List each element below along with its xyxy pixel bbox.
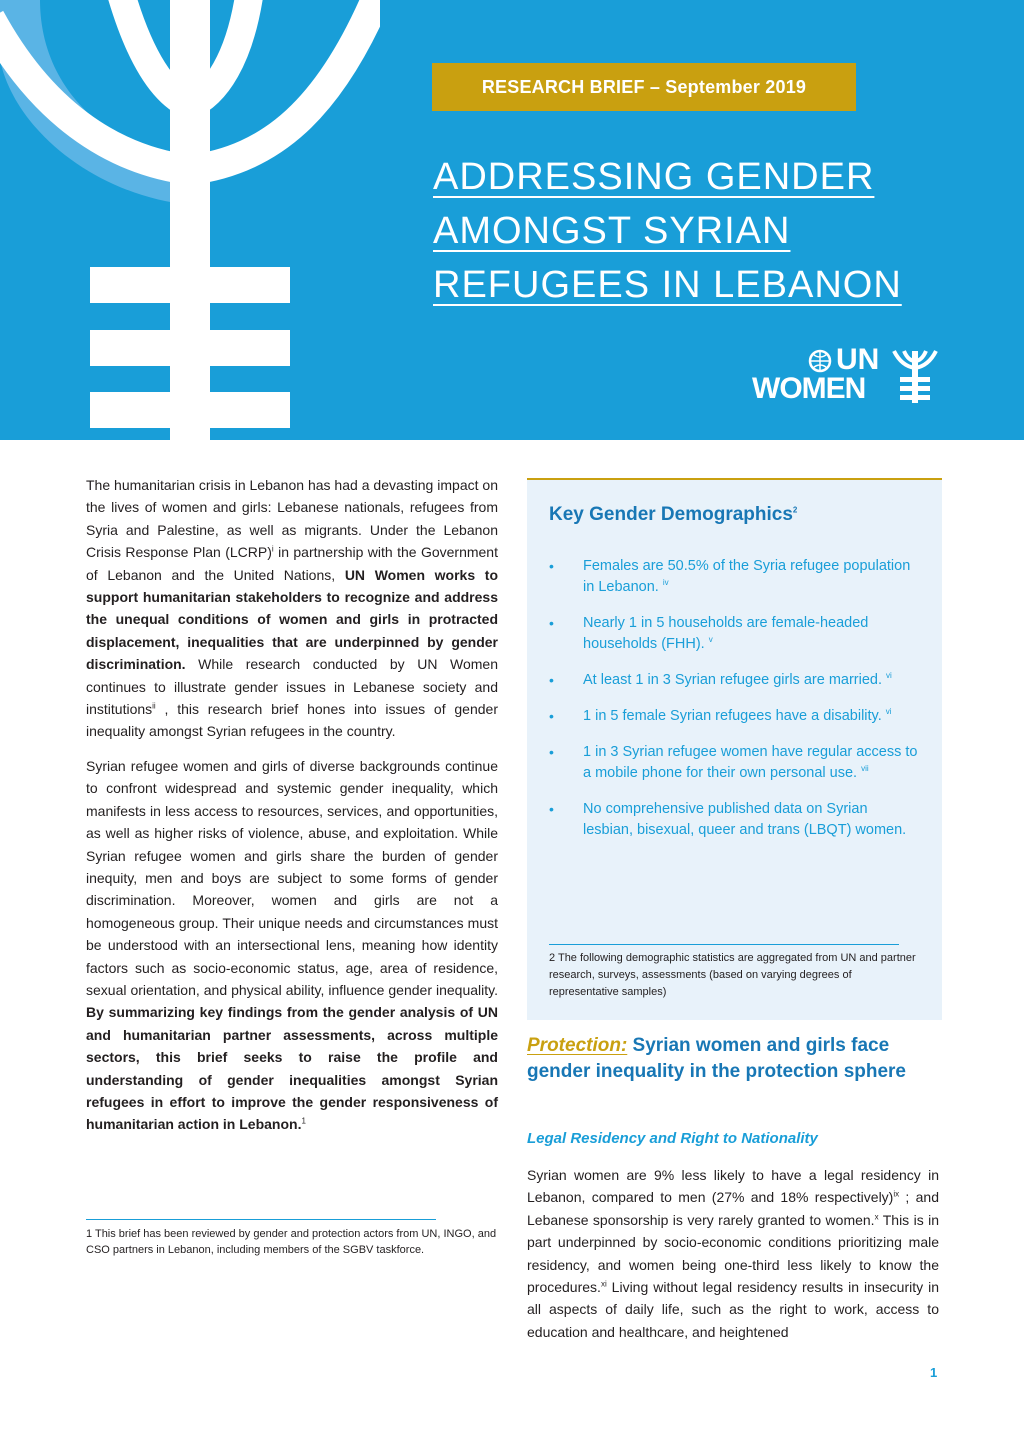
un-women-logo bbox=[752, 345, 942, 407]
text-run: While research conducted by UN Women continues to illustrate gender issues in Lebanese society and institutions bbox=[86, 656, 498, 718]
endnote-ref: xi bbox=[600, 1279, 607, 1289]
page-number: 1 bbox=[930, 1365, 938, 1380]
research-brief-badge: RESEARCH BRIEF – September 2019 bbox=[432, 63, 856, 111]
text-run: in partnership with the Government of Lebanon and the United Nations, bbox=[86, 544, 498, 583]
list-item bbox=[549, 670, 919, 691]
item-text: Females are 50.5% of the Syria refugee population in Lebanon. bbox=[583, 558, 911, 595]
title-line: AMONGST SYRIAN bbox=[433, 210, 791, 252]
list-item bbox=[549, 613, 919, 655]
intro-paragraph bbox=[86, 474, 498, 743]
text-run: ; and Lebanese sponsorship is very rarely granted to women. bbox=[527, 1189, 939, 1228]
list-item bbox=[549, 799, 919, 841]
list-item bbox=[549, 556, 919, 598]
list-item bbox=[549, 742, 919, 784]
title-line: ADDRESSING GENDER bbox=[433, 156, 875, 198]
endnote-ref: iv bbox=[662, 578, 669, 588]
legal-residency-subheading: Legal Residency and Right to Nationality bbox=[527, 1130, 818, 1147]
text-run: This is in part underpinned by socio-economic conditions prioritizing male residency, and women being one-third less likely to know the procedures. bbox=[527, 1211, 939, 1296]
legal-residency-paragraph bbox=[527, 1164, 939, 1343]
text-run: The humanitarian crisis in Lebanon has had a devasting impact on the lives of women and girls: Lebanese nationals, refugees from Syria and Palestine, as well as migrants. Under the Lebanon Crisis Response Plan (LCRP) bbox=[86, 477, 498, 561]
bold-text-run: By summarizing key findings from the gender analysis of UN and humanitarian partner assessments, across multiple sectors, this brief seeks to raise the profile and understanding of gender inequalities amongst Syrian refugees in effort to improve the gender responsiveness of humanitarian action in Lebanon. bbox=[86, 1004, 498, 1133]
footnote-ref: 1 bbox=[301, 1116, 306, 1126]
footnote-divider bbox=[86, 1219, 436, 1220]
endnote-ref: vii bbox=[861, 764, 869, 774]
cover-banner bbox=[0, 0, 1024, 440]
logo-women-text: WOMEN bbox=[752, 372, 866, 405]
item-text: 1 in 3 Syrian refugee women have regular access to a mobile phone for their own personal use. bbox=[583, 744, 918, 781]
footnote-ref: 2 bbox=[792, 505, 798, 515]
footnote-1: 1 This brief has been reviewed by gender and protection actors from UN, INGO, and CSO partners in Lebanon, including members of the SGBV taskforce. bbox=[86, 1228, 497, 1256]
title-line: REFUGEES IN LEBANON bbox=[433, 264, 902, 306]
protection-section-heading bbox=[527, 1033, 947, 1085]
endnote-ref: i bbox=[271, 544, 274, 554]
logo-un-text: UN bbox=[836, 343, 880, 376]
text-run: Syrian women are 9% less likely to have a legal residency in Lebanon, compared to men (27% and 18% respectively) bbox=[527, 1167, 939, 1206]
un-women-emblem-graphic bbox=[0, 0, 380, 440]
item-text: At least 1 in 3 Syrian refugee girls are married. bbox=[583, 672, 882, 688]
intro-column bbox=[86, 474, 498, 1148]
box-title bbox=[549, 504, 797, 526]
item-text: No comprehensive published data on Syrian lesbian, bisexual, queer and trans (LBQT) women. bbox=[583, 801, 907, 838]
text-run: , this research brief hones into issues of gender inequality amongst Syrian refugees in the country. bbox=[86, 701, 498, 740]
page-title bbox=[433, 150, 973, 312]
demographics-list bbox=[549, 556, 919, 856]
item-text: Nearly 1 in 5 households are female-headed households (FHH). bbox=[583, 615, 869, 652]
endnote-ref: vi bbox=[885, 707, 892, 717]
section-heading-text: Syrian women and girls face gender inequality in the protection sphere bbox=[527, 1035, 906, 1082]
endnote-ref: v bbox=[708, 635, 713, 645]
context-paragraph bbox=[86, 755, 498, 1136]
un-globe-icon bbox=[808, 349, 832, 373]
endnote-ref: x bbox=[874, 1212, 879, 1222]
un-women-mark-icon bbox=[892, 349, 938, 403]
text-run: Living without legal residency results in insecurity in all aspects of daily life, such as the right to work, access to education and healthcare, and heightened bbox=[527, 1279, 939, 1340]
endnote-ref: ix bbox=[893, 1189, 900, 1199]
text-run: Syrian refugee women and girls of diverse backgrounds continue to confront widespread and systemic gender inequality, which manifests in less access to resources, services, and opportunities, as well as higher risks of violence, abuse, and exploitation. While Syrian refugee women and girls share the burden of gender inequity, men and boys are subject to some forms of gender discrimination. Moreover, women and girls are not a homogeneous group. Their unique needs and circumstances must be understood with an intersectional lens, meaning how identity factors such as socio-economic status, age, area of residence, sexual orientation, and physical ability, influence gender inequality. bbox=[86, 757, 498, 998]
section-lead-word: Protection: bbox=[527, 1035, 628, 1056]
bold-text-run: UN Women works to support humanitarian stakeholders to recognize and address the unequal conditions of women and girls in protracted displacement, inequalities that are underpinned by gender discrimination. bbox=[86, 566, 498, 673]
box-title-text: Key Gender Demographics bbox=[549, 504, 793, 525]
endnote-ref: ii bbox=[152, 701, 156, 711]
footnote-divider bbox=[549, 944, 899, 945]
key-demographics-box bbox=[527, 478, 942, 1020]
endnote-ref: vi bbox=[886, 671, 892, 681]
footnote-2: 2 The following demographic statistics are aggregated from UN and partner research, surveys, assessments (based on varying degrees of representative samples) bbox=[549, 952, 916, 998]
list-item bbox=[549, 706, 919, 727]
item-text: 1 in 5 female Syrian refugees have a disability. bbox=[583, 708, 882, 724]
